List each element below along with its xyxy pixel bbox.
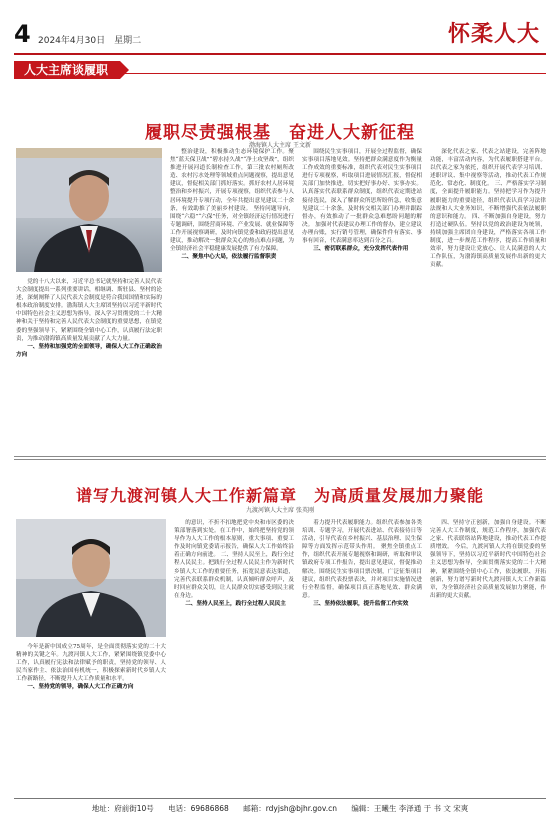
article1-col2-text: 整治建设，积极推动生态环境保护工作。聚焦“蓝天保卫战”“碧水持久战”“净土攻坚战”，组织推进开展河道长制检查工作，第三批农村厕所改造、农村污水处理等领域重点问题视察，提出意见建议，督促相关部门抓好落实。抓好农村人居环境整治和乡村振兴，开展专项视察，组织代表参与人居环境提升专项行动，全年共提出意见建议二十余条，有效助推了美丽乡村建设。 坚持问题导向，围绕“六稳”“六保”任务，对全镇经济运行情况进行专题调研，围绕营商环境、产业发展、就业保障等工作开展视察调研，及时向镇党委和政府提出意见建议，推动解决一批群众关心的热点难点问题，为全镇经济社会平稳健康发展提供了有力保障。: [170, 149, 294, 253]
footer-address: 地址：府前街10号: [91, 804, 154, 813]
article2-col1: [16, 643, 166, 793]
portrait-photo-icon: [16, 519, 166, 637]
article1-subhead-3: 三、密切联系群众，充分发挥代表作用: [313, 246, 409, 253]
article2-col4: [430, 519, 546, 793]
footer-email[interactable]: 邮箱：rdyjsh@bjhr.gov.cn: [243, 804, 337, 813]
article1-subhead-1: 一、坚持和加强党的全面领导，确保人大工作正确政治方向: [16, 343, 162, 358]
top-rule: [14, 53, 546, 55]
article1-col4-text: 深化代表之家、代表之站建设，完善阵地功能，丰富活动内容，为代表履职搭建平台。以代表之家为依托，组织开展代表学习培训、述职评议、集中视察等活动，推动代表工作规范化、常态化、制度化。 三、严格落实学习制度，全面提升履职能力。坚持把学习作为提升履职能力的重要途径，组织代表认真学习法律法规和人大业务知识，不断增强代表依法履职的意识和能力。 四、不断加强自身建设，努力打造过硬队伍。坚持以党的政治建设为统领，持续加强主席团自身建设，严格落实各项工作制度，进一步规范工作程序，提高工作质量和效率，努力建设让党放心、让人民满意的人大工作队伍，为渤海镇高质量发展作出新的更大贡献。: [430, 149, 546, 269]
brand-logo: 怀柔人大: [447, 21, 540, 47]
article2-subhead-1: 一、坚持党的领导，确保人大工作正确方向: [27, 684, 134, 691]
article1-lead: 党的十八大以来，习近平总书记就坚持和完善人民代表大会制度提出一系列重要讲话，相继调、斯驻县、坚村的论述，深刻阐释了人民代表大会制度是符合我国国情和实际的根本政治制度安排。渤海镇人大主席团坚持以习近平新时代中国特色社会主义思想为指导，深入学习贯彻党的二十大精神和关于坚持和完善人民代表大会制度的重要思想，在镇党委的坚强领导下，紧紧围绕全镇中心工作，认真履行法定职责，为推动渤海镇高质量发展贡献了人大力量。: [16, 279, 162, 342]
article2-photo: [16, 519, 166, 637]
footer-rule: [14, 798, 546, 799]
column-tag: 人大主席谈履职: [14, 61, 120, 79]
article1-col3: [302, 148, 422, 446]
article1-col2: [170, 148, 294, 446]
article2-subhead-3: 三、坚持依法履职，提升监督工作实效: [313, 600, 409, 607]
article2-col3-text: 着力提升代表履职能力。组织代表参加各类培训、专题学习，开展代表进站、代表接待日等活动，引导代表在乡村振兴、基层治理、民生保障等方面发挥示范带头作用。 聚焦全镇重点工作，组织代表开展专题视察和调研，听取和审议镇政府专项工作报告，提出意见建议，督促推动解决。围绕民生实事项目票决制，广泛征集项目建议，组织代表投票表决，并对项目实施情况进行全程监督，确保项目真正落地见效、群众满意。: [302, 520, 422, 599]
article1-byline: 渤海镇人大主席 王文新: [249, 142, 311, 149]
article2-title: 谱写九渡河镇人大工作新篇章 为高质量发展加力聚能: [75, 486, 484, 505]
article2-lead: 今年是新中国成立75周年，是全面贯彻落实党的二十大精神的关键之年。九渡河镇人大工作，紧紧围绕镇党委中心工作，认真履行宪法和法律赋予的职责，坚持党的领导、人民当家作主、依法治国有机统一，积极探索新时代乡镇人大工作新路径，不断提升人大工作质量和水平。: [16, 644, 166, 683]
article2-col2: [174, 519, 294, 793]
footer: [0, 803, 560, 814]
article1-title: 履职尽责强根基 奋进人大新征程: [145, 123, 415, 143]
portrait-photo-icon: [16, 148, 162, 272]
column-tag-rule: [110, 73, 546, 74]
article2-subhead-2: 二、坚持人民至上，践行全过程人民民主: [185, 600, 286, 607]
issue-date: 2024年4月30日 星期二: [38, 36, 142, 46]
article1-photo: [16, 148, 162, 272]
article2-byline: 九渡河镇人大主席 张英刚: [246, 507, 314, 514]
page-number: 4: [14, 20, 31, 48]
section-divider-2: [14, 459, 546, 460]
article1-col3-text: 围绕民生实事项目，开展全过程监督，确保实事项目落地见效。坚持把群众满意度作为衡量工作成效的重要标准，组织代表对民生实事项目进行专项视察，听取项目进展情况汇报，督促相关部门加快推进，切实把好事办好、实事办实。 认真落实代表联系群众制度，组织代表定期进站接待选民，深入了解群众所思所盼所急，收集意见建议二十余条，及时转交相关部门办理并跟踪督办，有效推动了一批群众急难愁盼问题的解决。 加强对代表建议办理工作的督办，建立建议办理台账，实行销号管理，确保件件有落实、事事有回音，代表满意率达到百分之百。: [302, 149, 422, 245]
article1-subhead-2: 二、聚焦中心大局，依法履行监督职责: [181, 254, 277, 261]
article2-col4-text: 四、坚持守正创新，加强自身建设。不断完善人大工作制度，规范工作程序，加强代表之家、代表联络站阵地建设，推动代表工作提质增效。 今后，九渡河镇人大将在镇党委的坚强领导下，坚持以习近平新时代中国特色社会主义思想为指导，全面贯彻落实党的二十大精神，紧紧围绕全镇中心工作，依法履职、开拓创新，努力谱写新时代九渡河镇人大工作新篇章，为全镇经济社会高质量发展加力聚能，作出新的更大贡献。: [430, 520, 546, 599]
article2-col3: [302, 519, 422, 793]
article2-col2-text: 的意识，不折不扣地把党中央和市区委的决策部署落到实处。在工作中，始终把坚持党的领导作为人大工作的根本原则，重大事项、重要工作及时向镇党委请示报告，确保人大工作始终沿着正确方向前进。 二、坚持人民至上，践行全过程人民民主。把践行全过程人民民主作为新时代乡镇人大工作的重要任务，拓宽民意表达渠道，完善代表联系群众机制，认真倾听群众呼声，及时回应群众关切，让人民群众切实感受到民主就在身边。: [174, 520, 294, 599]
footer-phone: 电话：69686868: [168, 804, 229, 813]
article1-col1: [16, 278, 162, 446]
section-divider: [14, 456, 546, 457]
article1-col4: [430, 148, 546, 446]
footer-editor: 编辑：王曦生 李泽通 于 书 文 宋爽: [351, 804, 469, 813]
